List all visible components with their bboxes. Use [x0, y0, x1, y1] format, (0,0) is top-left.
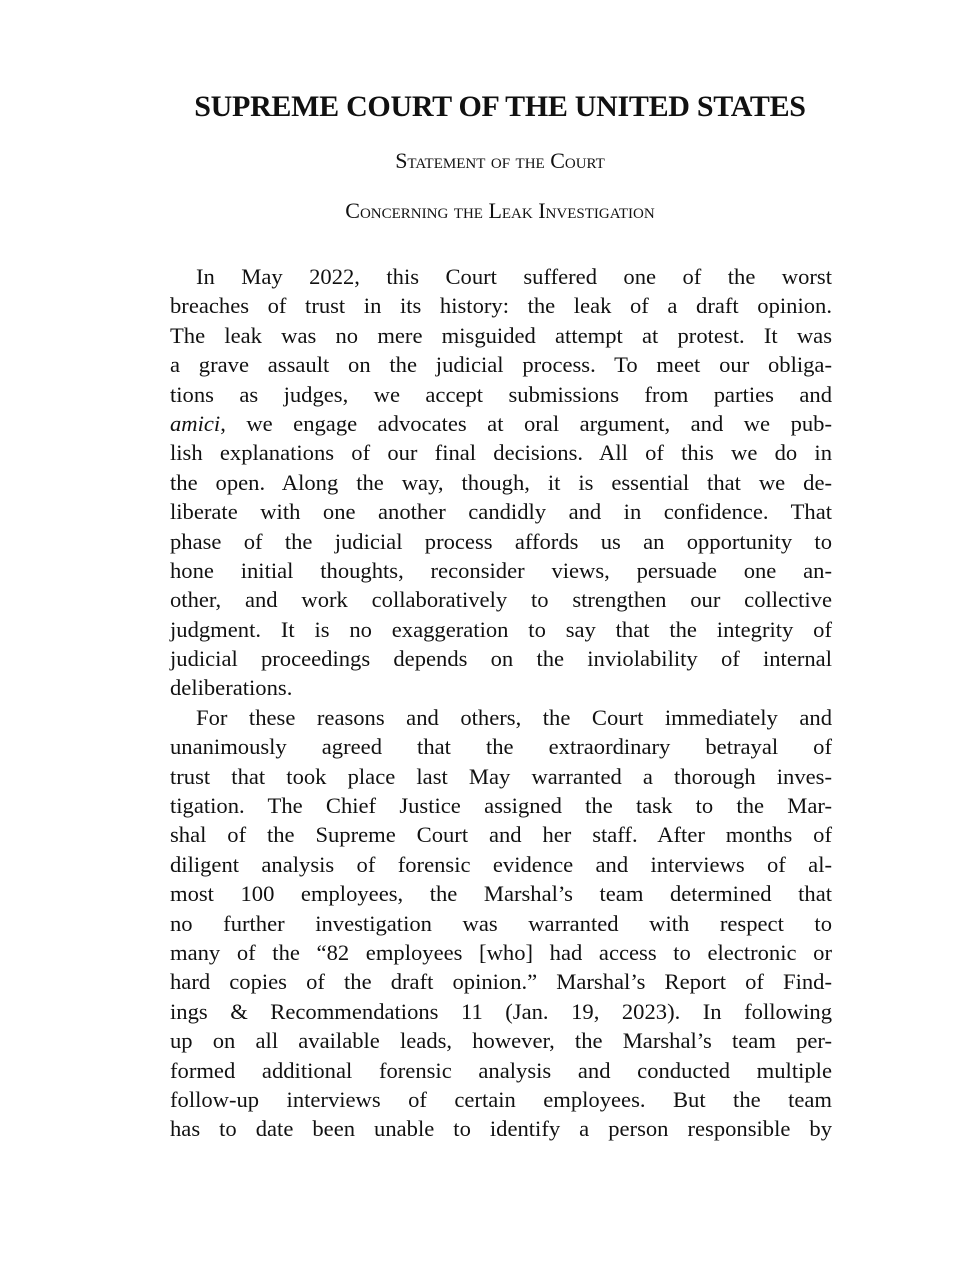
paragraph-2 — [170, 703, 832, 1144]
text-line: trust that took place last May warranted a thorough inves- — [170, 763, 832, 789]
italic-amici: amici — [170, 410, 221, 436]
text-line: tions as judges, we accept submissions from parties and — [170, 381, 832, 407]
paragraph-1 — [170, 262, 832, 703]
subheading-leak-investigation: Concerning the Leak Investigation — [345, 198, 655, 223]
text-line: follow-up interviews of certain employees. But the team — [170, 1086, 832, 1112]
text-line — [170, 409, 832, 438]
text-line: the open. Along the way, though, it is essential that we de- — [170, 469, 832, 495]
text-line: breaches of trust in its history: the leak of a draft opinion. — [170, 293, 832, 319]
text-line: has to date been unable to identify a person responsible by — [170, 1116, 832, 1142]
document-body — [170, 262, 832, 1144]
text-line: many of the “82 employees [who] had access to electronic or — [170, 939, 832, 965]
text-line: no further investigation was warranted with respect to — [170, 910, 832, 936]
text-line: liberate with one another candidly and in confidence. That — [170, 499, 832, 525]
text-line: shal of the Supreme Court and her staff. After months of — [170, 822, 832, 848]
text-line: a grave assault on the judicial process. To meet our obliga- — [170, 352, 832, 378]
text-line: judgment. It is no exaggeration to say that the integrity of — [170, 616, 832, 642]
text-line: other, and work collaboratively to strengthen our collective — [170, 587, 832, 613]
text-line: hard copies of the draft opinion.” Marshal’s Report of Find- — [170, 969, 832, 995]
text-line-rest: , we engage advocates at oral argument, and we pub- — [220, 410, 832, 436]
text-line: hone initial thoughts, reconsider views, persuade one an- — [170, 557, 832, 583]
text-line: phase of the judicial process affords us an opportunity to — [170, 528, 832, 554]
text-line: ings & Recommendations 11 (Jan. 19, 2023). In following — [170, 998, 832, 1024]
text-line: diligent analysis of forensic evidence and interviews of al- — [170, 851, 832, 877]
text-line: formed additional forensic analysis and conducted multiple — [170, 1057, 832, 1083]
text-line: unanimously agreed that the extraordinary betrayal of — [170, 734, 832, 760]
text-line: For these reasons and others, the Court immediately and — [196, 704, 832, 730]
subheading-statement: Statement of the Court — [395, 148, 605, 173]
page-title: SUPREME COURT OF THE UNITED STATES — [194, 90, 806, 123]
text-line: up on all available leads, however, the Marshal’s team per- — [170, 1028, 832, 1054]
text-line: judicial proceedings depends on the inviolability of internal — [170, 646, 832, 672]
text-line: In May 2022, this Court suffered one of the worst — [196, 264, 832, 289]
text-line: lish explanations of our final decisions. All of this we do in — [170, 440, 832, 466]
text-line: most 100 employees, the Marshal’s team determined that — [170, 881, 832, 907]
text-line: The leak was no mere misguided attempt at protest. It was — [170, 322, 832, 348]
text-line: tigation. The Chief Justice assigned the task to the Mar- — [170, 793, 832, 819]
text-line: deliberations. — [170, 675, 293, 701]
